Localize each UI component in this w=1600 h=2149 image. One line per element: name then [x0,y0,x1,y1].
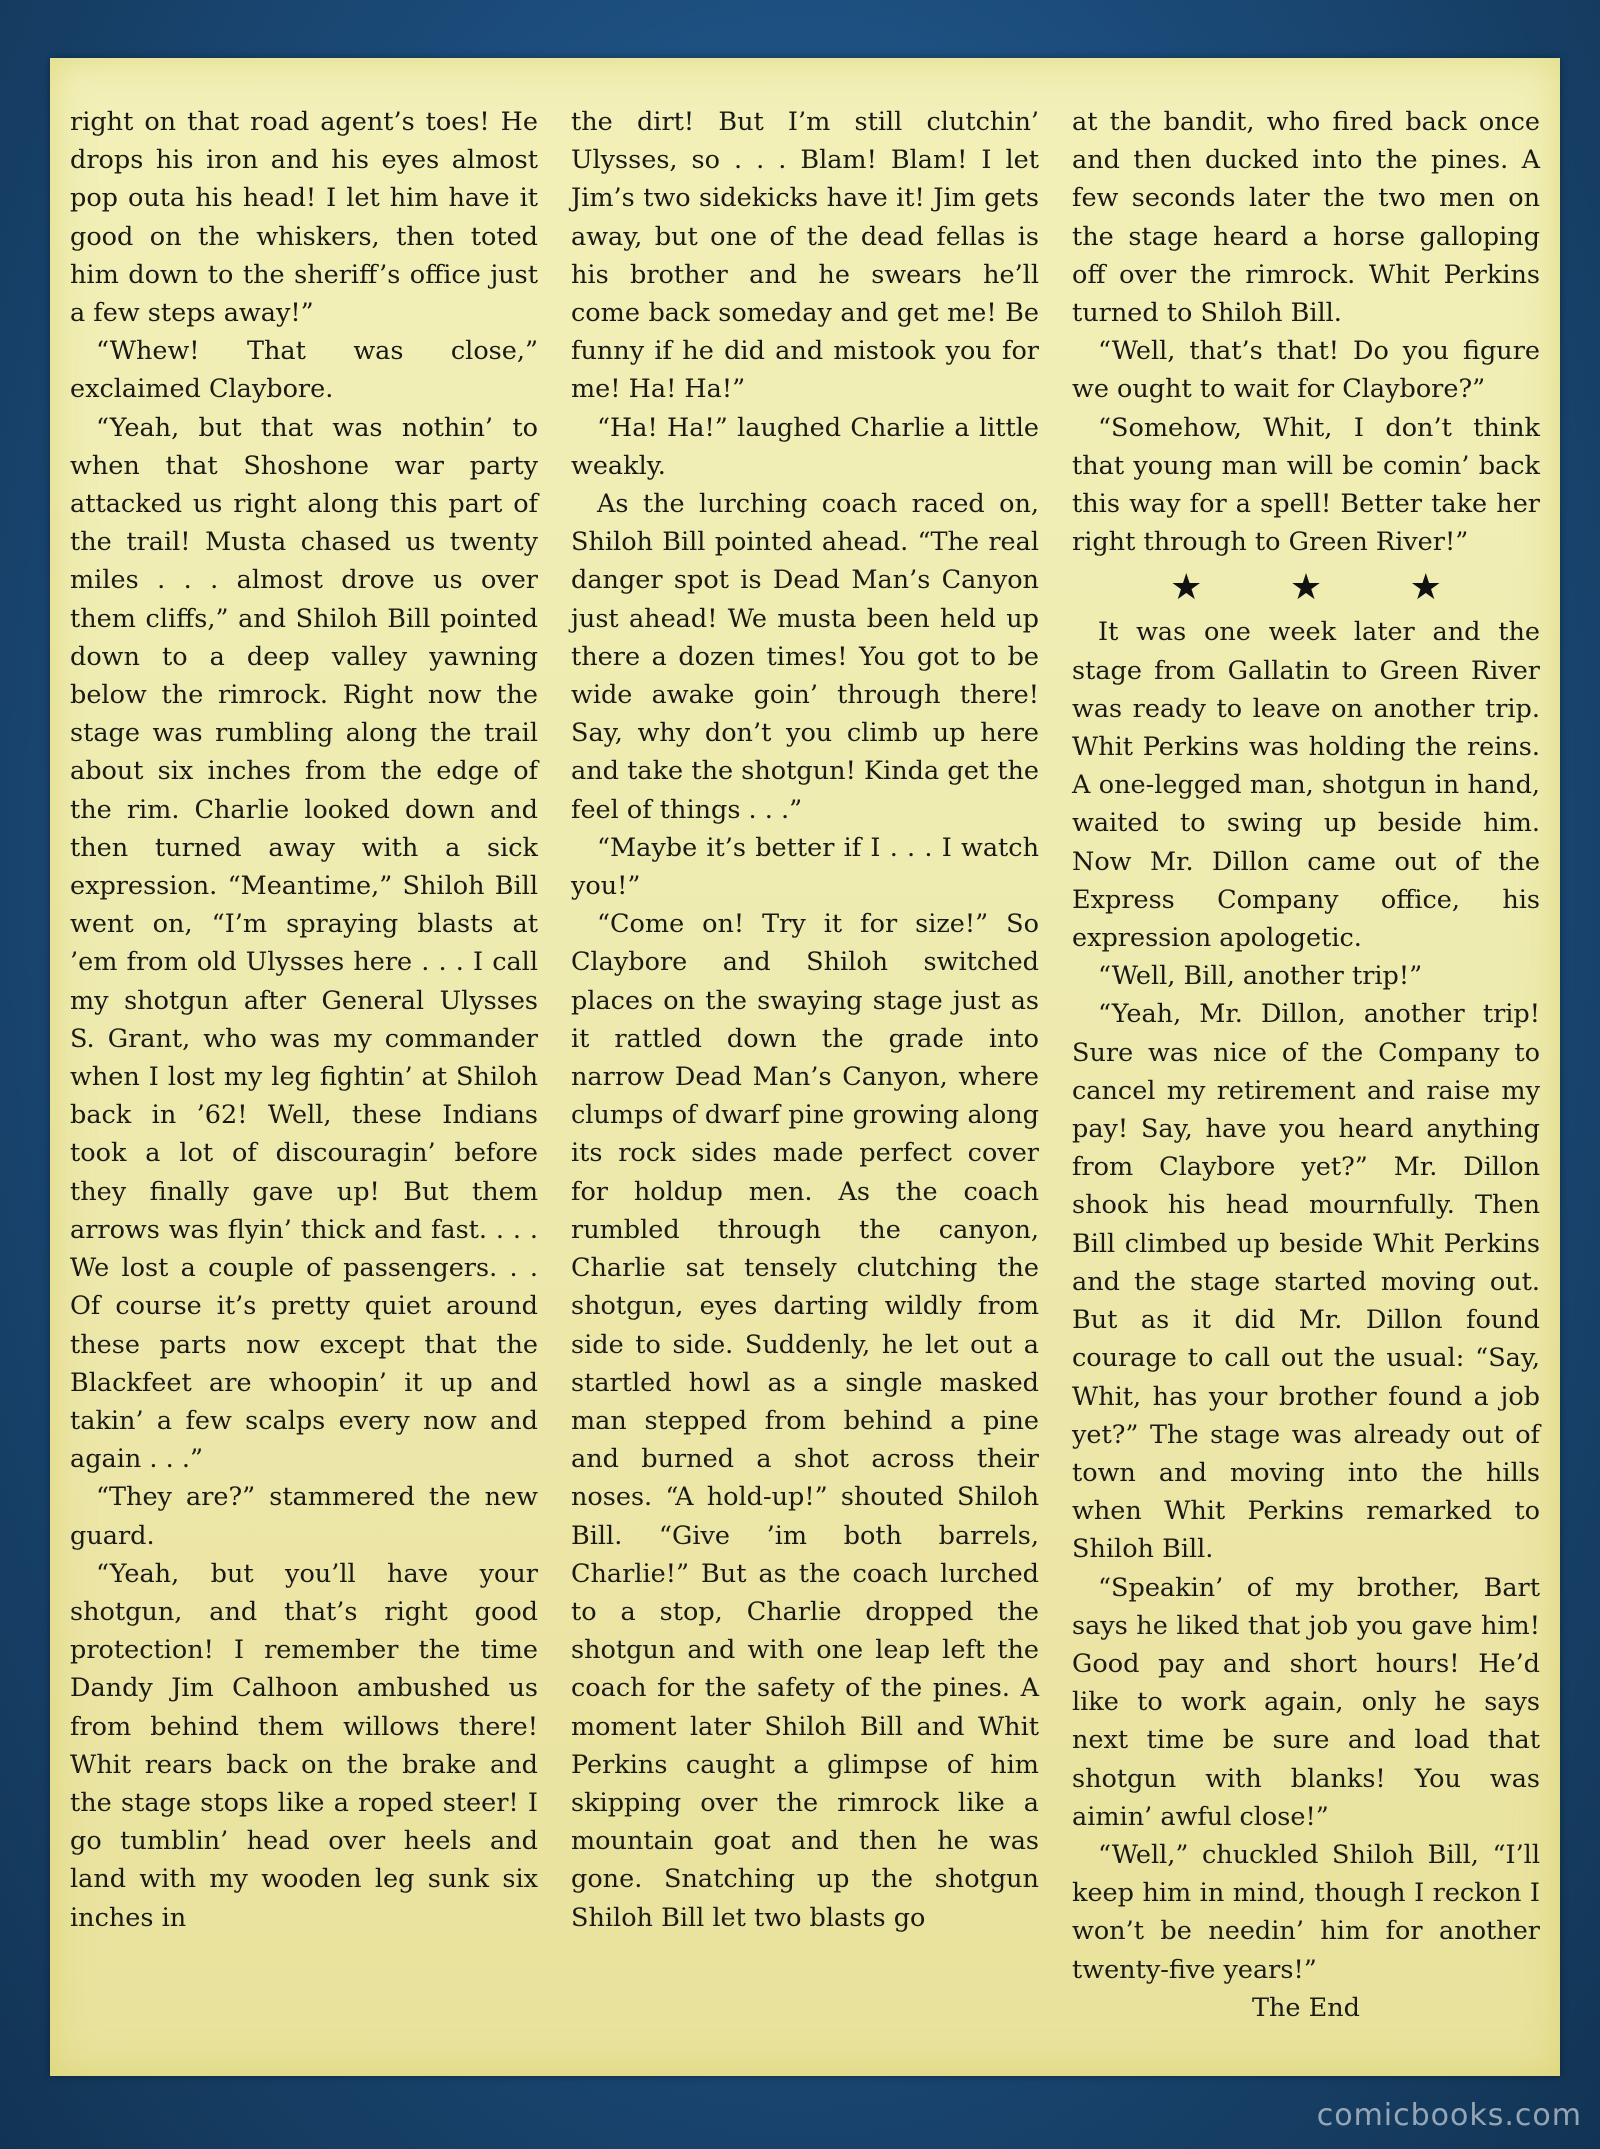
the-end-label: The End [1252,1992,1360,2023]
paragraph: at the bandit, who fired back once and then ducked into the pines. A few seconds later the two men on the stage heard a horse galloping off over the rimrock. Whit Perkins turned to Shiloh Bill. [1072,107,1540,329]
text-columns [70,103,1540,2063]
paragraph: “Well, that’s that! Do you figure we ought to wait for Claybore?” [1072,336,1540,405]
paragraph: “Yeah, Mr. Dillon, another trip! Sure was nice of the Company to cancel my retirement and raise my pay! Say, have you heard anything from Claybore yet?” Mr. Dillon shook his head mournfully. Then Bill climbed up beside Whit Perkins and the stage started moving out. But as it did Mr. Dillon found courage to call out the usual: “Say, Whit, has your brother found a job yet?” The stage was already out of town and moving into the hills when Whit Perkins remarked to Shiloh Bill. [1072,999,1540,1565]
paragraph: It was one week later and the stage from Gallatin to Green River was ready to leave on another trip. Whit Perkins was holding the reins. A one-legged man, shotgun in hand, waited to swing up beside him. Now Mr. Dillon came out of the Express Company office, his expression apologetic. [1072,617,1540,954]
story-page [50,58,1560,2076]
paragraph: “Yeah, but that was nothin’ to when that Shoshone war party attacked us right along this part of the trail! Musta chased us twenty miles . . . almost drove us over them cliffs,” and Shiloh Bill pointed down to a deep valley yawning below the rimrock. Right now the stage was rumbling along the trail about six inches from the edge of the rim. Charlie looked down and then turned away with a sick expression. “Meantime,” Shiloh Bill went on, “I’m spraying blasts at ’em from old Ulysses here . . . I call my shotgun after General Ulysses S. Grant, who was my commander when I lost my leg fightin’ at Shiloh back in ’62! Well, these Indians took a lot of discouragin’ before they finally gave up! But them arrows was flyin’ thick and fast. . . . We lost a couple of passengers. . . Of course it’s pretty quiet around these parts now except that the Blackfeet are whoopin’ it up and takin’ a few scalps every now and again . . .” [70,412,538,1475]
paragraph: the dirt! But I’m still clutchin’ Ulysses, so . . . Blam! Blam! I let Jim’s two sidekicks have it! Jim gets away, but one of the dead fellas is his brother and he swears he’ll come back someday and get me! Be funny if he did and mistook you for me! Ha! Ha!” [571,107,1039,405]
text-column-1 [70,103,538,2063]
paragraph: “Whew! That was close,” exclaimed Claybore. [70,336,538,405]
paragraph: “Speakin’ of my brother, Bart says he liked that job you gave him! Good pay and short hours! He’d like to work again, only he says next time be sure and load that shotgun with blanks! You was aimin’ awful close!” [1072,1572,1540,1832]
site-watermark: comicbooks.com [1316,2098,1582,2133]
paragraph: “They are?” stammered the new guard. [70,1482,538,1551]
paragraph: right on that road agent’s toes! He drops his iron and his eyes almost pop outa his head! I let him have it good on the whiskers, then toted him down to the sheriff’s office just a few steps away!” [70,107,538,329]
paragraph: “Well,” chuckled Shiloh Bill, “I’ll keep him in mind, though I reckon I won’t be needin’ him for another twenty-five years!” [1072,1839,1540,1985]
section-break-stars: ★ ★ ★ [1170,567,1480,609]
text-column-3 [1072,103,1540,2063]
paragraph: “Come on! Try it for size!” So Claybore and Shiloh switched places on the swaying stage just as it rattled down the grade into narrow Dead Man’s Canyon, where clumps of dwarf pine growing along its rock sides made perfect cover for holdup men. As the coach rumbled through the canyon, Charlie sat tensely clutching the shotgun, eyes darting wildly from side to side. Suddenly, he let out a startled howl as a single masked man stepped from behind a pine and burned a shot across their noses. “A hold-up!” shouted Shiloh Bill. “Give ’im both barrels, Charlie!” But as the coach lurched to a stop, Charlie dropped the shotgun and with one leap left the coach for the safety of the pines. A moment later Shiloh Bill and Whit Perkins caught a glimpse of him skipping over the rimrock like a mountain goat and then he was gone. Snatching up the shotgun Shiloh Bill let two blasts go [571,909,1039,1933]
paragraph: “Maybe it’s better if I . . . I watch you!” [571,832,1039,902]
paragraph: “Somehow, Whit, I don’t think that young man will be comin’ back this way for a spell! Better take her right through to Green River!” [1072,412,1540,558]
text-column-2 [571,103,1039,2063]
paragraph: “Ha! Ha!” laughed Charlie a little weakly. [571,412,1039,481]
paragraph: As the lurching coach raced on, Shiloh Bill pointed ahead. “The real danger spot is Dead Man’s Canyon just ahead! We musta been held up there a dozen times! You got to be wide awake goin’ through there! Say, why don’t you climb up here and take the shotgun! Kinda get the feel of things . . .” [571,489,1039,825]
paragraph: “Yeah, but you’ll have your shotgun, and that’s right good protection! I remember the time Dandy Jim Calhoon ambushed us from behind them willows there! Whit rears back on the brake and the stage stops like a roped steer! I go tumblin’ head over heels and land with my wooden leg sunk six inches in [70,1558,538,1933]
paragraph: “Well, Bill, another trip!” [1098,961,1423,992]
